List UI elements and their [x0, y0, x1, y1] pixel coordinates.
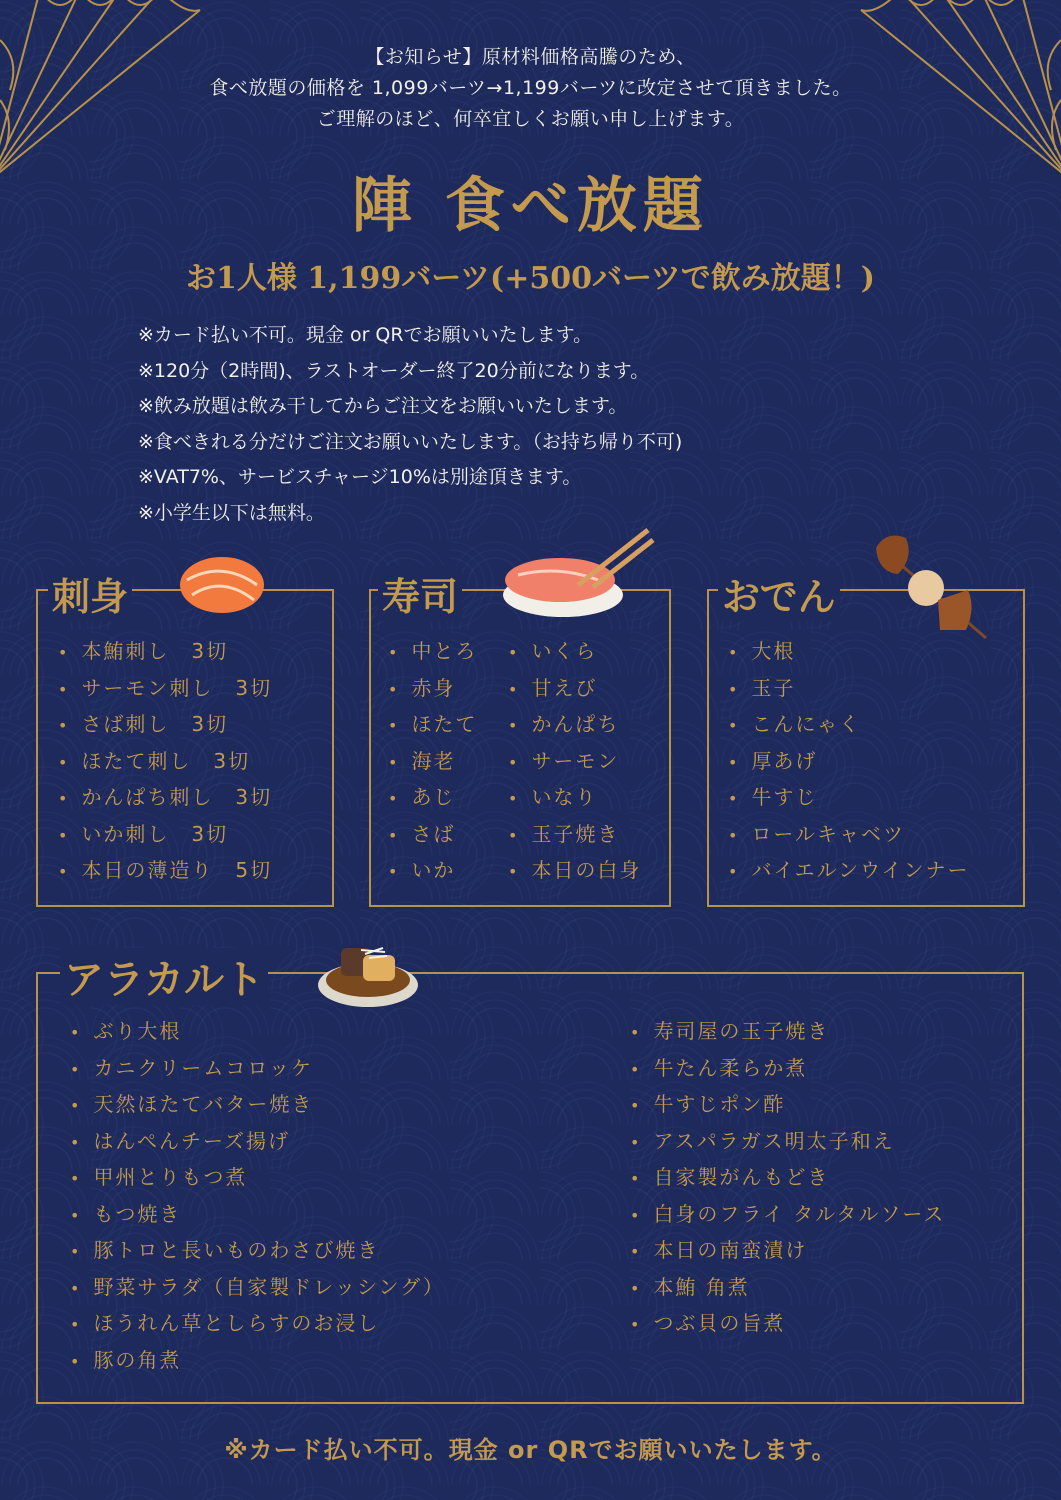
menu-item: • 牛すじ	[728, 779, 970, 816]
sashimi-title: 刺身	[48, 566, 132, 621]
page-title: 陣 食べ放題	[352, 171, 709, 241]
menu-item: • 本鮪刺し 3切	[58, 633, 272, 670]
menu-item: • 牛すじポン酢	[630, 1086, 945, 1123]
rule-item: ※カード払い不可。現金 or QRでお願いいたします。	[138, 324, 593, 346]
menu-item: • 豚の角煮	[70, 1342, 445, 1379]
menu-item: • 寿司屋の玉子焼き	[630, 1013, 945, 1050]
menu-item: • バイエルンウインナー	[728, 852, 970, 889]
menu-item: • あじ	[388, 779, 477, 816]
rule-item: ※食べきれる分だけご注文お願いいたします。（お持ち帰り不可)	[138, 430, 683, 453]
sushi-chopsticks-icon	[498, 525, 658, 625]
payment-footer-note: ※カード払い不可。現金 or QRでお願いいたします。	[224, 1436, 837, 1464]
alacarte-title: アラカルト	[60, 948, 268, 1005]
price-notice	[0, 42, 1061, 135]
menu-item: • こんにゃく	[728, 706, 970, 743]
menu-item: • サーモン刺し 3切	[58, 670, 272, 707]
menu-item: • 玉子	[728, 670, 970, 707]
menu-item: • 本日の白身	[508, 852, 641, 889]
menu-item: • 天然ほたてバター焼き	[70, 1086, 445, 1123]
menu-item: • 牛たん柔らか煮	[630, 1050, 945, 1087]
menu-item: • 大根	[728, 633, 970, 670]
menu-item: • かんぱち	[508, 706, 641, 743]
menu-item: • 甘えび	[508, 670, 641, 707]
sushi-list-right	[508, 633, 641, 889]
alacarte-list-left	[70, 1013, 445, 1378]
menu-item: • 本鮪 角煮	[630, 1269, 945, 1306]
sashimi-list	[58, 633, 272, 889]
notice-line-1: 【お知らせ】原材料価格高騰のため、	[365, 46, 696, 68]
rules-list	[138, 318, 682, 531]
menu-item: • 厚あげ	[728, 743, 970, 780]
sushi-list-left	[388, 633, 477, 889]
menu-item: • はんぺんチーズ揚げ	[70, 1123, 445, 1160]
menu-item: • ぶり大根	[70, 1013, 445, 1050]
menu-item: • 自家製がんもどき	[630, 1159, 945, 1196]
sushi-title: 寿司	[378, 566, 462, 621]
menu-item: • さば	[388, 816, 477, 853]
alacarte-list-right	[630, 1013, 945, 1342]
menu-item: • サーモン	[508, 743, 641, 780]
menu-item: • 豚トロと長いものわさび焼き	[70, 1232, 445, 1269]
menu-item: • さば刺し 3切	[58, 706, 272, 743]
rule-item: ※VAT7%、サービスチャージ10%は別途頂きます。	[138, 466, 582, 488]
menu-item: • いか	[388, 852, 477, 889]
oden-title: おでん	[718, 566, 840, 621]
menu-item: • ほたて刺し 3切	[58, 743, 272, 780]
menu-item: • 白身のフライ タルタルソース	[630, 1196, 945, 1233]
rule-item: ※飲み放題は飲み干してからご注文をお願いいたします。	[138, 395, 628, 417]
menu-item: • 本日の南蛮漬け	[630, 1232, 945, 1269]
menu-item: • 本日の薄造り 5切	[58, 852, 272, 889]
menu-item: • つぶ貝の旨煮	[630, 1305, 945, 1342]
menu-item: • 野菜サラダ（自家製ドレッシング）	[70, 1269, 445, 1306]
menu-item: • 中とろ	[388, 633, 477, 670]
menu-item: • いくら	[508, 633, 641, 670]
menu-item: • ロールキャベツ	[728, 816, 970, 853]
notice-line-2: 食べ放題の価格を 1,099バーツ→1,199バーツに改定させて頂きました。	[209, 77, 852, 99]
menu-item: • 玉子焼き	[508, 816, 641, 853]
oden-skewer-icon	[868, 530, 993, 645]
rule-item: ※120分（2時間)、ラストオーダー終了20分前になります。	[138, 359, 650, 382]
menu-item: • いなり	[508, 779, 641, 816]
menu-item: • いか刺し 3切	[58, 816, 272, 853]
menu-item: • アスパラガス明太子和え	[630, 1123, 945, 1160]
salmon-sashimi-icon	[172, 540, 272, 620]
menu-item: • カニクリームコロッケ	[70, 1050, 445, 1087]
menu-item: • ほうれん草としらすのお浸し	[70, 1305, 445, 1342]
menu-item: • かんぱち刺し 3切	[58, 779, 272, 816]
menu-item: • もつ焼き	[70, 1196, 445, 1233]
simmered-dish-icon	[313, 930, 423, 1010]
menu-item: • 甲州とりもつ煮	[70, 1159, 445, 1196]
notice-line-3: ご理解のほど、何卒宜しくお願い申し上げます。	[316, 108, 745, 130]
rule-item: ※小学生以下は無料。	[138, 501, 325, 524]
menu-item: • ほたて	[388, 706, 477, 743]
oden-list	[728, 633, 970, 889]
menu-item: • 海老	[388, 743, 477, 780]
price-line: お1人様 1,199バーツ(+500バーツで飲み放題！)	[185, 261, 875, 296]
menu-item: • 赤身	[388, 670, 477, 707]
